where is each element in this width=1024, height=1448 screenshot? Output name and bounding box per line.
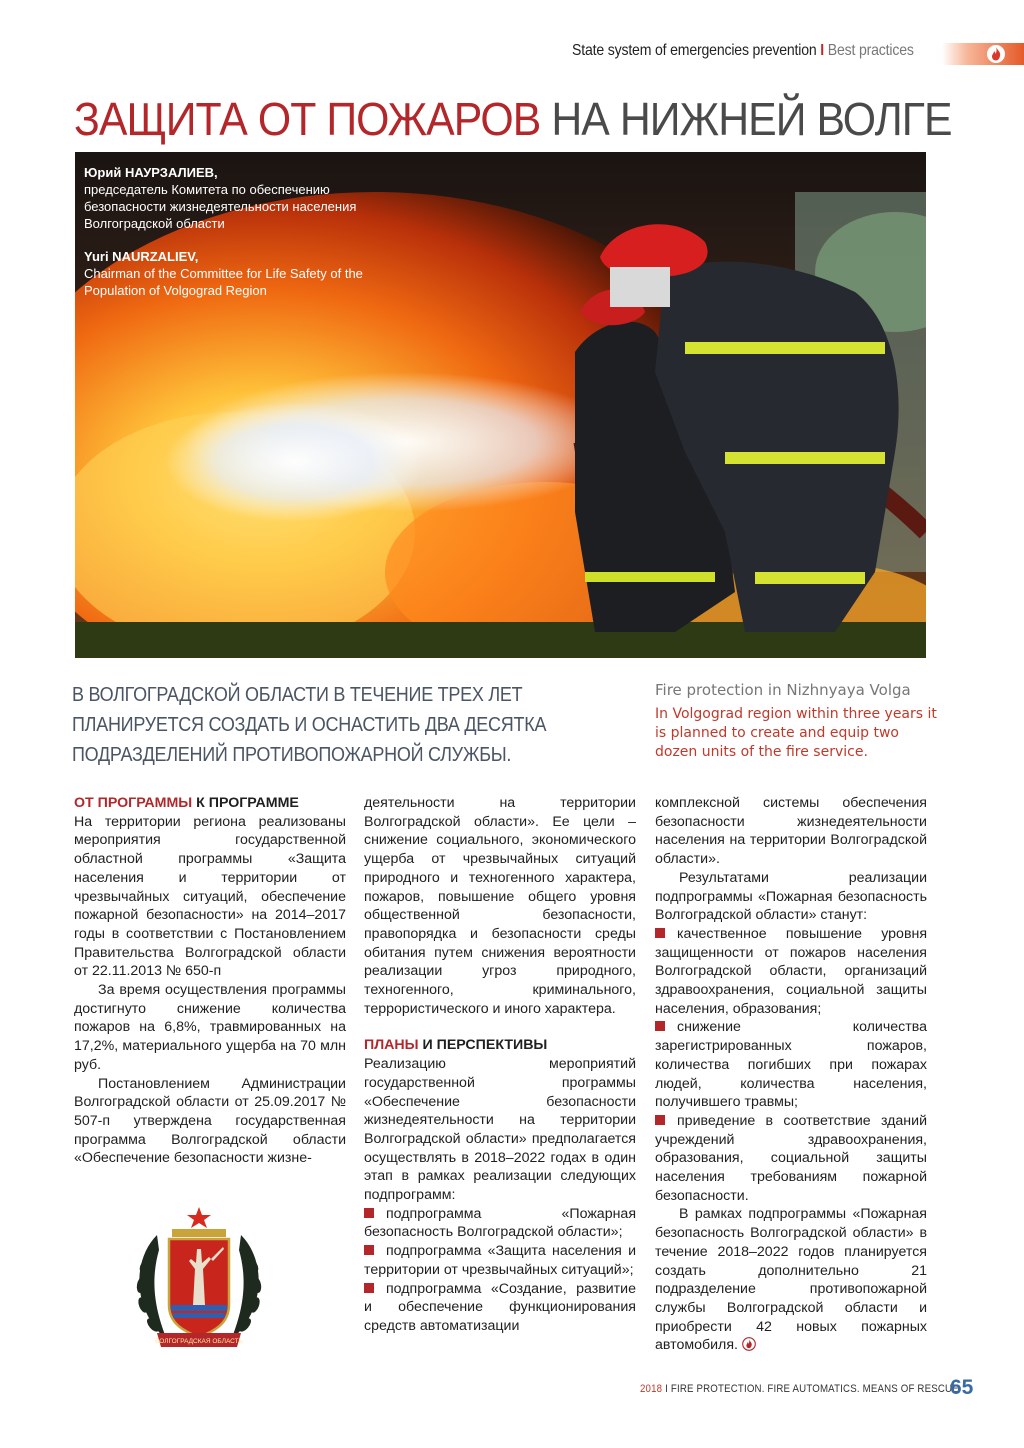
footer <box>640 1383 959 1395</box>
list-item <box>364 1242 636 1279</box>
header-separator: I <box>820 42 825 59</box>
list-item-text: снижение количества зарегистрированных пожаров, количества погибших при пожарах людей, количества населения, получившего травмы; <box>655 1019 927 1111</box>
list-item-text: подпрограмма «Защита населения и территории от чрезвычайных ситуаций»; <box>364 1243 636 1278</box>
list-item <box>364 1280 636 1336</box>
lead-paragraph: В ВОЛГОГРАДСКОЙ ОБЛАСТИ В ТЕЧЕНИЕ ТРЕХ ЛЕТ ПЛАНИРУЕТСЯ СОЗДАТЬ И ОСНАСТИТЬ ДВА ДЕСЯТКА ПОДРАЗДЕЛЕНИЙ ПРОТИВОПОЖАРНОЙ СЛУЖБЫ. <box>72 684 547 766</box>
paragraph: За время осуществления программы достигнуто снижение количества пожаров на 6,8%, травмированных на 17,2%, материального ущерба на 70 млн руб. <box>74 982 346 1073</box>
list-item-text: подпрограмма «Пожарная безопасность Волгоградской области»; <box>364 1205 636 1241</box>
list-item-text: качественное повышение уровня защищенности от пожаров населения Волгоградской области, организаций здравоохранения, социальной защиты населения, образования; <box>655 925 927 1017</box>
title-gray-part: НА НИЖНЕЙ ВОЛГЕ <box>551 93 952 145</box>
section-heading-black: И ПЕРСПЕКТИВЫ <box>422 1037 548 1054</box>
author-block <box>84 164 384 299</box>
flame-icon <box>986 44 1006 64</box>
author-position-en: Chairman of the Committee for Life Safety of the Population of Volgograd Region <box>84 266 363 298</box>
footer-year: 2018 <box>640 1383 663 1395</box>
section-heading-black: К ПРОГРАММЕ <box>196 795 299 811</box>
list-item <box>655 1018 927 1112</box>
section-heading-red: ПЛАНЫ <box>364 1037 419 1054</box>
footer-journal: FIRE PROTECTION. FIRE AUTOMATICS. MEANS OF RESCUE <box>670 1383 959 1395</box>
section-heading-red: ОТ ПРОГРАММЫ <box>74 795 193 811</box>
english-summary-title: Fire protection in Nizhnyaya Volga <box>655 681 911 699</box>
list-item-text: подпрограмма «Создание, развитие и обеспечение функционирования средств автоматизации <box>364 1280 636 1334</box>
section-heading <box>364 1036 636 1055</box>
footer-separator: I <box>665 1383 668 1395</box>
author-name-en: Yuri NAURZALIEV, <box>84 249 199 264</box>
paragraph: деятельности на территории Волгоградской области». Ее цели – снижение социального, экономического ущерба от чрезвычайных ситуаций природного и техногенного характера, пожаров, повышение общего уровня общественной безопасности, правопорядка и безопасности среды обитания путем снижения вероятности реализации угроз природного, техногенного, криминального, террористического и иного характера. <box>364 795 636 1017</box>
volgograd-region-emblem <box>127 1205 271 1355</box>
list-item <box>655 925 927 1019</box>
author-name-ru: Юрий НАУРЗАЛИЕВ, <box>84 165 218 180</box>
header-subsection: Best practices <box>827 42 914 59</box>
article-title <box>74 92 952 146</box>
text-column-1 <box>74 794 346 1168</box>
page-number: 65 <box>950 1376 974 1399</box>
paragraph: Постановлением Администрации Волгоградской области от 25.09.2017 № 507-п утверждена государственная программа Волгоградской области «Обеспечение безопасности жизне- <box>74 1075 346 1167</box>
end-flame-icon <box>742 1337 756 1351</box>
running-header <box>572 42 914 60</box>
list-item <box>655 1112 927 1206</box>
section-heading <box>74 794 346 813</box>
closing-text: В рамках подпрограммы «Пожарная безопасность Волгоградской области» в течение 2018–2022 годов планируется создать дополнительно 21 подразделение противопожарной службы Волгоградской области и приобрести 42 новых пожарных автомобиля. <box>655 1206 927 1354</box>
paragraph: На территории региона реализованы мероприятия государственной областной программы «Защита населения и территории от чрезвычайных ситуаций, обеспечение пожарной безопасности» на 2014–2017 годы в соответствии с Постановлением Правительства Волгоградской области от 22.11.2013 № 650-п <box>74 813 346 980</box>
title-red-part: ЗАЩИТА ОТ ПОЖАРОВ <box>74 93 541 145</box>
paragraph: Результатами реализации подпрограммы «Пожарная безопасность Волгоградской области» станут: <box>655 869 927 924</box>
paragraph: комплексной системы обеспечения безопасности жизнедеятельности населения на территории Волгоградской области». <box>655 795 927 868</box>
header-gradient-bar <box>942 43 1024 65</box>
header-section: State system of emergencies prevention <box>572 42 817 59</box>
english-summary <box>655 681 945 762</box>
list-item <box>364 1205 636 1242</box>
english-summary-text: In Volgograd region within three years it is planned to create and equip two dozen units of the fire service. <box>655 706 937 760</box>
text-column-2 <box>364 794 636 1336</box>
author-position-ru: председатель Комитета по обеспечению безопасности жизнедеятельности населения Волгоградской области <box>84 182 357 231</box>
paragraph: Реализацию мероприятий государственной программы «Обеспечение безопасности жизнедеятельности на территории Волгоградской области» предполагается осуществлять в 2018–2022 годах в один этап в рамках реализации следующих подпрограмм: <box>364 1056 636 1204</box>
paragraph <box>655 1205 927 1355</box>
list-item-text: приведение в соответствие зданий учреждений здравоохранения, образования, социальной защиты населения требованиям пожарной безопасности. <box>655 1112 927 1204</box>
text-column-3 <box>655 794 927 1355</box>
emblem-ribbon-text: ВОЛГОГРАДСКАЯ ОБЛАСТЬ <box>155 1338 243 1345</box>
